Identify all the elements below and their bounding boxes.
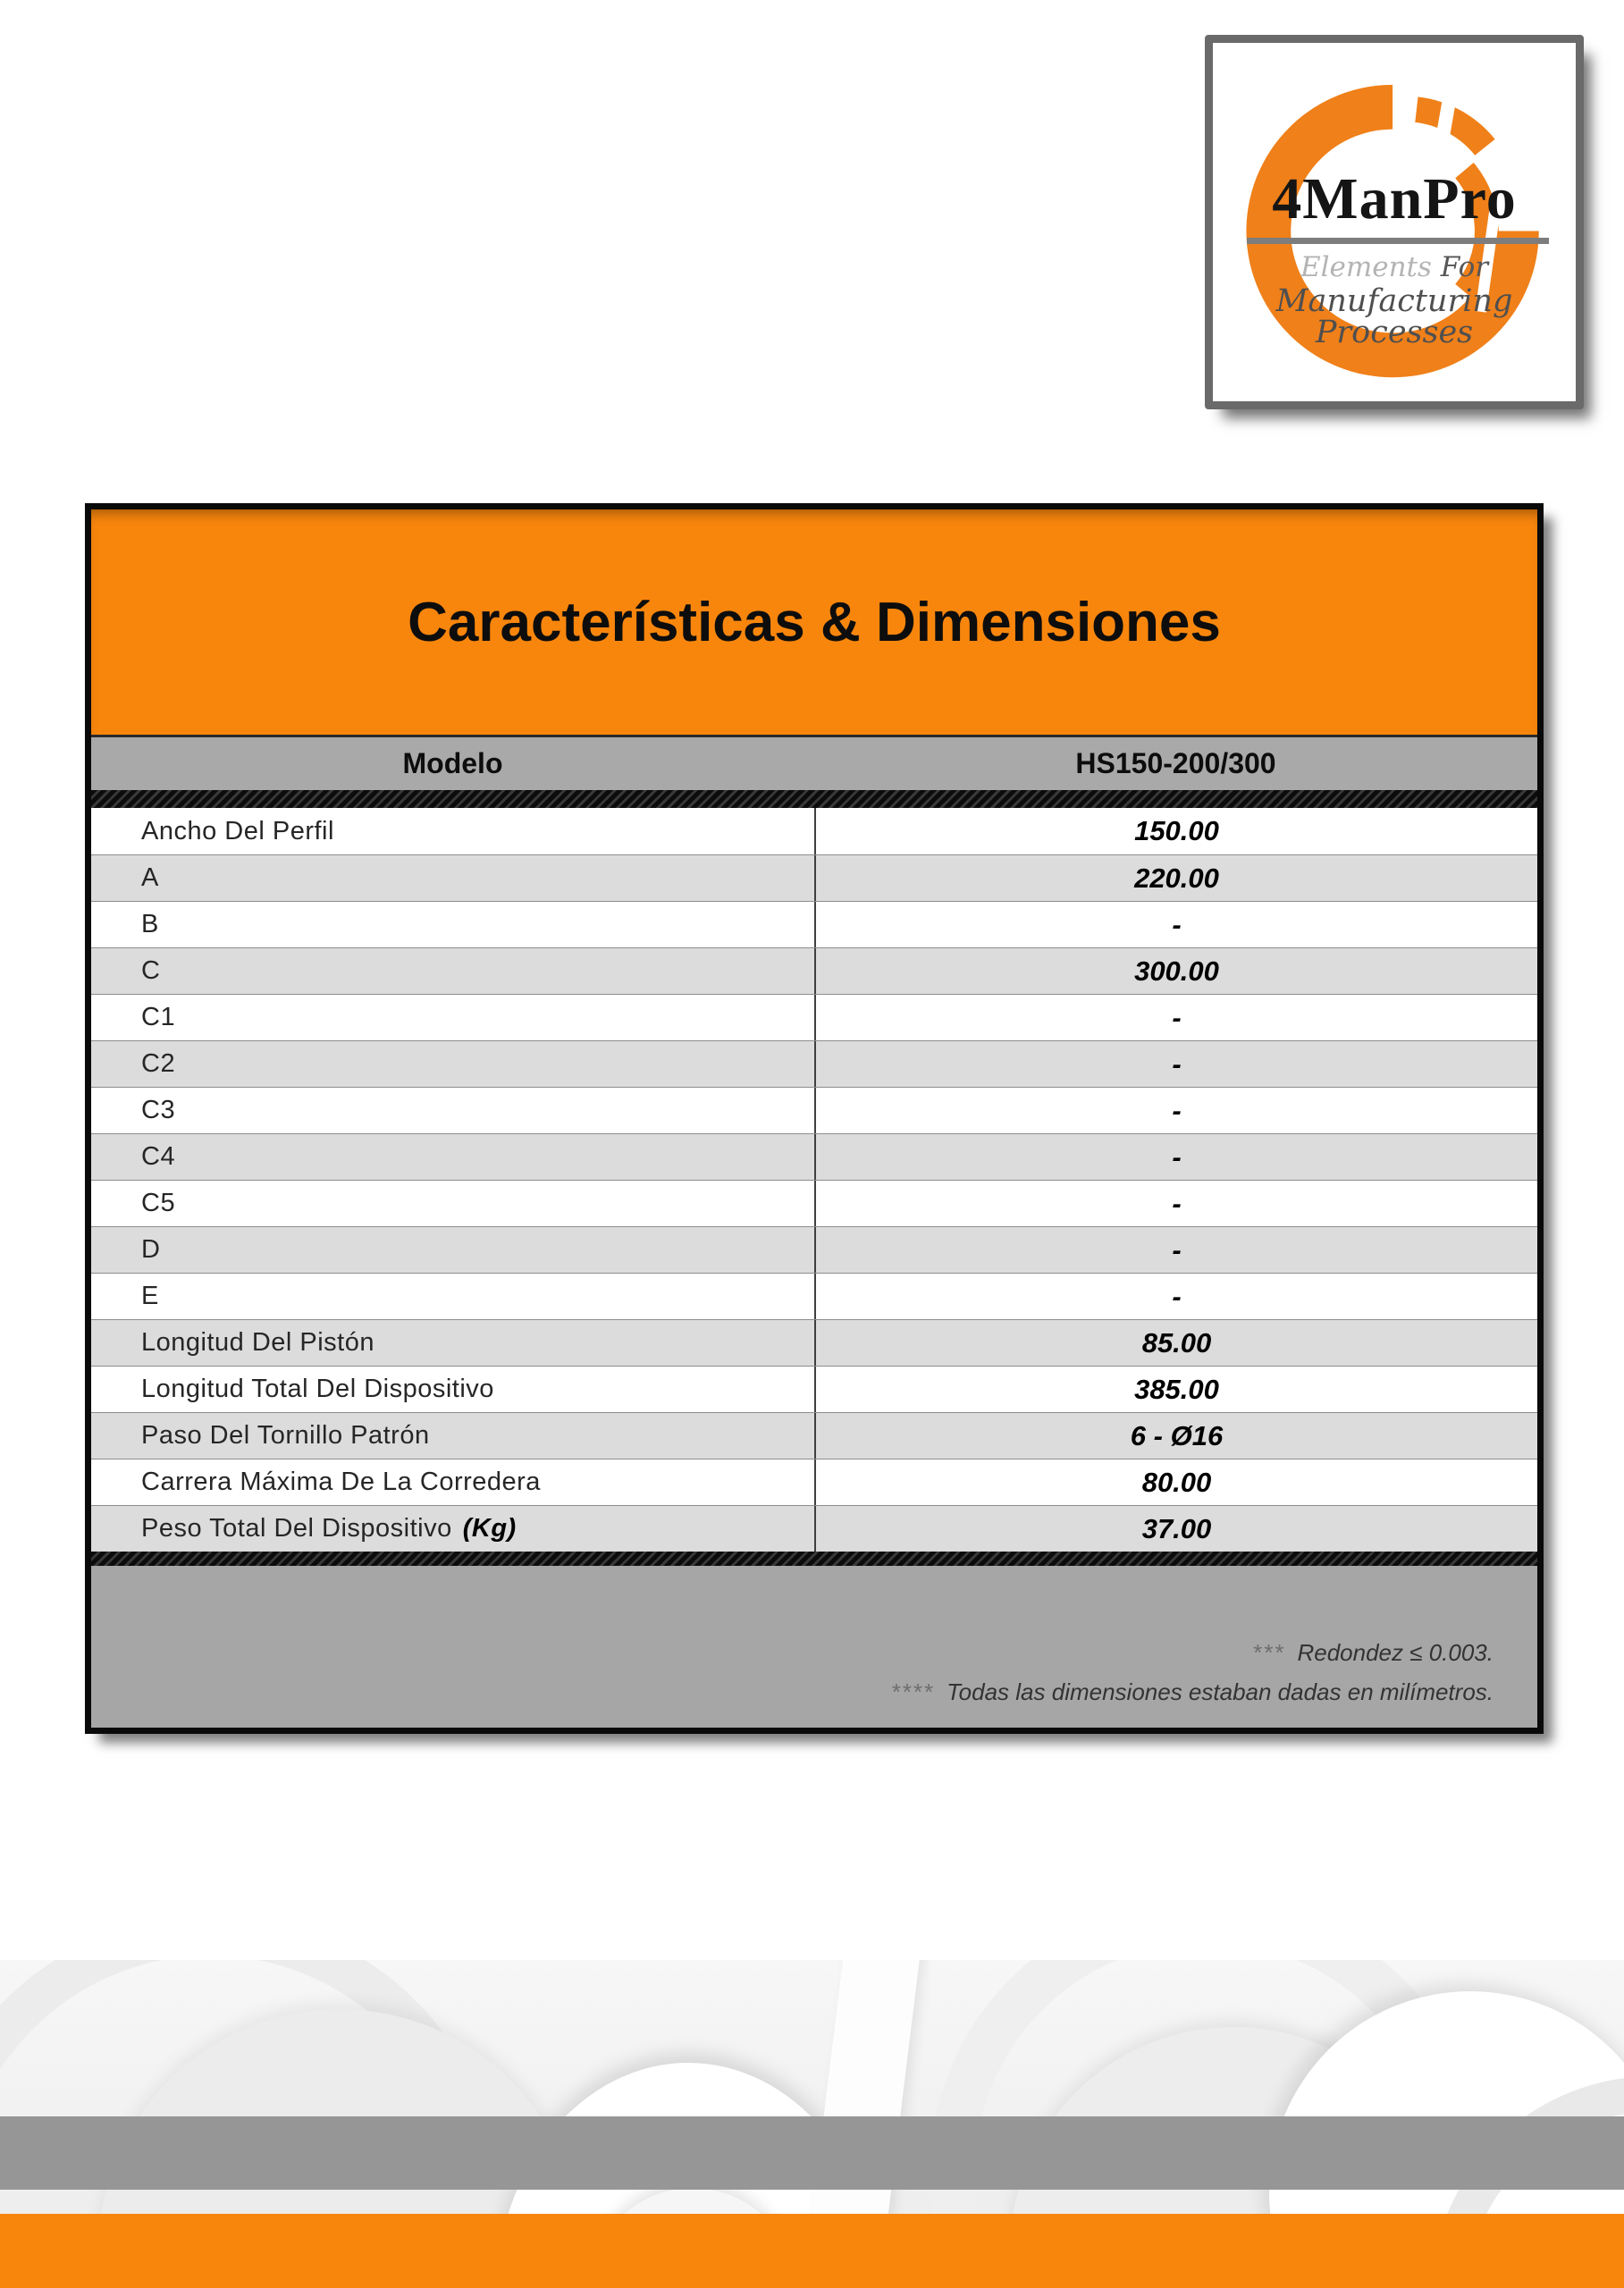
row-value: 80.00 (814, 1459, 1537, 1505)
row-value: - (814, 995, 1537, 1040)
row-label: C4 (141, 1142, 176, 1171)
footer-orange-band (0, 2214, 1624, 2288)
table-row (91, 1087, 1537, 1133)
spec-rows (91, 808, 1537, 1552)
row-label: D (141, 1235, 161, 1264)
table-row (91, 1412, 1537, 1459)
row-value: - (814, 1181, 1537, 1226)
table-row (91, 1040, 1537, 1087)
row-value: 85.00 (814, 1320, 1537, 1366)
row-value: 300.00 (814, 948, 1537, 994)
table-row (91, 1133, 1537, 1180)
row-value: - (814, 1088, 1537, 1133)
footnote (1252, 1633, 1494, 1672)
row-label: Longitud Del Pistón (141, 1328, 374, 1357)
footnote-stars: **** (890, 1678, 935, 1705)
row-value: - (814, 1134, 1537, 1180)
row-value: - (814, 1041, 1537, 1087)
table-row (91, 1366, 1537, 1412)
row-label: C5 (141, 1189, 176, 1217)
hatched-separator-bottom (91, 1552, 1537, 1566)
row-value: - (814, 902, 1537, 947)
footnote-text: Redondez ≤ 0.003. (1297, 1639, 1494, 1666)
table-row (91, 854, 1537, 901)
company-logo (1205, 35, 1584, 409)
table-row (91, 1180, 1537, 1226)
row-value: - (814, 1227, 1537, 1273)
table-row (91, 1273, 1537, 1319)
row-label: C3 (141, 1096, 176, 1124)
model-header-value: HS150-200/300 (1075, 747, 1276, 779)
model-header-row (91, 735, 1537, 790)
row-label: C2 (141, 1049, 176, 1078)
table-row (91, 1459, 1537, 1505)
table-row (91, 994, 1537, 1040)
row-value: 37.00 (814, 1506, 1537, 1552)
logo-tagline-line2: Manufacturing Processes (1275, 283, 1513, 350)
footnote-text: Todas las dimensiones estaban dadas en milímetros. (947, 1678, 1494, 1705)
table-row (91, 1505, 1537, 1552)
row-value: 150.00 (814, 808, 1537, 854)
row-label: Ancho Del Perfil (141, 816, 334, 845)
row-value: - (814, 1274, 1537, 1319)
row-value: 220.00 (814, 855, 1537, 901)
table-title-bar (91, 509, 1537, 735)
spec-table-panel (85, 503, 1544, 1734)
row-label: E (141, 1282, 159, 1310)
row-label: Peso Total Del Dispositivo (Kg) (141, 1514, 517, 1543)
footnote-stars: *** (1252, 1639, 1285, 1666)
table-row (91, 808, 1537, 854)
brand-name: 4ManPro (1272, 166, 1517, 231)
row-label: Paso Del Tornillo Patrón (141, 1421, 430, 1450)
row-label: Carrera Máxima De La Corredera (141, 1468, 541, 1496)
row-value: 6 - Ø16 (814, 1413, 1537, 1459)
logo-divider (1247, 238, 1549, 244)
row-label: A (141, 863, 159, 892)
row-label: B (141, 910, 159, 938)
row-value: 385.00 (814, 1367, 1537, 1412)
table-footer (91, 1566, 1537, 1728)
logo-tagline-line1: Elements For (1300, 251, 1489, 283)
row-label: C (141, 956, 161, 985)
table-row (91, 901, 1537, 947)
footnote (891, 1672, 1494, 1712)
footer-gray-band (0, 2116, 1624, 2190)
hatched-separator-top (91, 790, 1537, 808)
table-row (91, 1319, 1537, 1366)
row-label: Longitud Total Del Dispositivo (141, 1375, 494, 1403)
table-row (91, 947, 1537, 994)
row-label: C1 (141, 1003, 176, 1031)
model-header-label: Modelo (402, 747, 503, 779)
table-row (91, 1226, 1537, 1273)
table-title: Características & Dimensiones (408, 591, 1221, 653)
